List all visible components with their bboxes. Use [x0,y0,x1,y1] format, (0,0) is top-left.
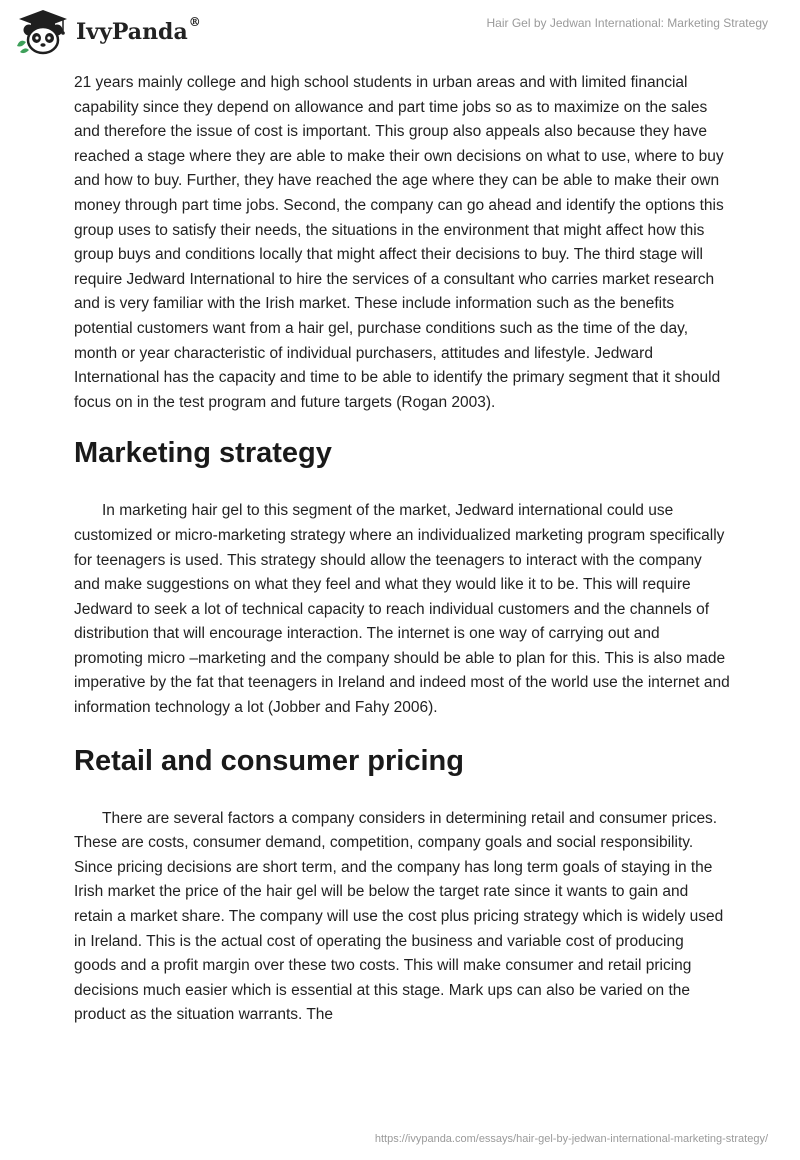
intro-paragraph: 21 years mainly college and high school students in urban areas and with limited financial capability since they depend on allowance and part time jobs so as to maximize on the sales and therefore the issue of cost is important. This group also appeals also because they have reached a stage where they are able to make their own decisions on what to use, where to buy and how to buy. Further, they have reached the age where they can be able to make their own money through part time jobs. Second, the company can go ahead and identify the options this group uses to satisfy their needs, the situations in the environment that might affect how this group buys and conditions locally that might affect their decisions to buy. The third stage will require Jedward International to hire the services of a consultant who carries market research and is very familiar with the Irish market. These include information such as the benefits potential customers want from a hair gel, purchase conditions such as the time of the day, month or year characteristic of individual purchasers, attitudes and lifestyle. Jedward International has the capacity and time to be able to identify the primary segment that it should focus on in the test program and future targets (Rogan 2003). [74,74,724,411]
retail-pricing-heading: Retail and consumer pricing [74,744,464,777]
source-url[interactable]: https://ivypanda.com/essays/hair-gel-by-jedwan-international-marketing-strategy/ [374,1133,768,1145]
retail-pricing-paragraph: There are several factors a company considers in determining retail and consumer prices. These are costs, consumer demand, competition, company goals and social responsibility. Since pricing decisions are short term, and the company has long term goals of staying in the Irish market the price of the hair gel will be below the target rate since it wants to gain and retain a market share. The company will use the cost plus pricing strategy which is widely used in Ireland. This is the actual cost of operating the business and variable cost of producing goods and a profit margin over these two costs. This will make consumer and retail pricing decisions much easier which is essential at this stage. Mark ups can also be varied on the product as the situation warrants. The [74,809,724,1024]
page-header [0,0,800,64]
marketing-strategy-heading: Marketing strategy [74,437,332,470]
brand-name: IvyPanda® [76,15,201,45]
document-title: Hair Gel by Jedwan International: Marketing Strategy [486,16,768,30]
brand-logo[interactable] [14,8,201,56]
panda-graduate-logo-icon [14,8,72,56]
registered-mark: ® [188,15,201,29]
essay-body [74,71,730,1028]
marketing-strategy-paragraph: In marketing hair gel to this segment of the market, Jedward international could use customized or micro-marketing strategy where an individualized marketing program specifically for teenagers is used. This strategy should allow the teenagers to interact with the company and make suggestions on what they feel and what they would like it to be. This will require Jedward to seek a lot of technical capacity to reach individual customers and the channels of distribution that will encourage interaction. The internet is one way of carrying out and promoting micro –marketing and the company should be able to plan for this. This is also made imperative by the fat that teenagers in Ireland and indeed most of the world use the internet and information technology a lot (Jobber and Fahy 2006). [74,502,730,717]
